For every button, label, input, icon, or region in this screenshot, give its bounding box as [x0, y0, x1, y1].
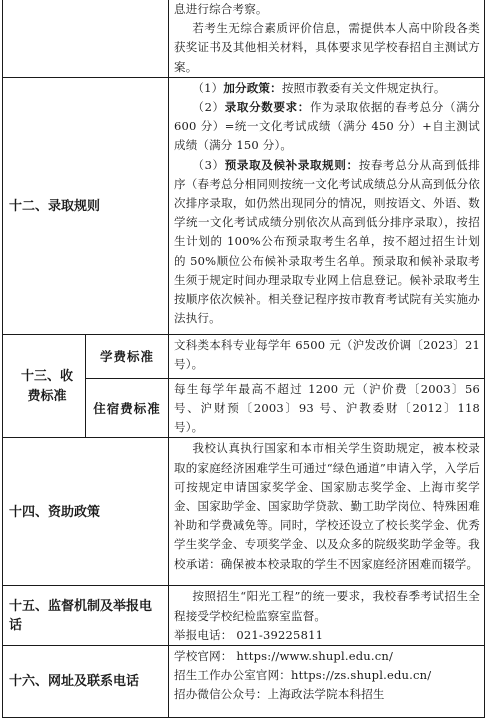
supervision-text: 按照招生“阳光工程”的统一要求，我校春季考试招生全程接受学校纪检监察室监督。: [174, 589, 480, 623]
financial-aid-content: 我校认真执行国家和本市相关学生资助规定，被本校录取的家庭经济困难学生可通过“绿色通道”申请入学，入学后可按规定申请国家奖学金、国家励志奖学金、上海市奖学金、国家助学金、国家助学贷款、勤工助学岗位、特殊困难补助和学费减免等。同时，学校还设立了校长奖学金、优秀学生奖学金、专项奖学金、以及众多的院级奖助学金等。我校承诺：确保被本校录取的学生不因家庭经济困难而辍学。: [169, 438, 485, 586]
report-phone: 举报电话： 021-39225811: [174, 627, 324, 642]
continuation-content: [169, 0, 485, 77]
row-supervision: [3, 586, 485, 646]
row-continuation: [3, 0, 485, 77]
score-requirement-text: 作为录取依据的春考总分（满分 600 分）=统一文化考试成绩（满分 450 分）+自主测试成绩（满分 150 分）。: [174, 100, 480, 153]
school-website: 学校官网： https://www.shupl.edu.cn/: [174, 649, 394, 664]
dorm-fee-content: 每生每学年最高不超过 1200 元（沪价费〔2003〕56 号、沪财预〔2003〕93 号、沪教委财〔2012〕118 号）。: [169, 378, 485, 438]
bonus-policy-paragraph: [174, 79, 480, 98]
bonus-policy-heading: 加分政策：: [223, 80, 282, 95]
tuition-label: 学费标准: [86, 334, 169, 378]
admission-rules-table: [2, 0, 485, 718]
wechat-account: 招办微信公众号：上海政法学院本科招生: [174, 687, 385, 702]
tuition-content: 文科类本科专业每学年 6500 元（沪发改价调〔2023〕21 号）。: [169, 334, 485, 378]
pre-admission-heading: 预录取及候补录取规则：: [224, 157, 359, 172]
item-number: （3）: [192, 157, 225, 172]
section-title-admission-rules: 十二、录取规则: [3, 77, 169, 334]
continuation-line-2: 若考生无综合素质评价信息，需提供本人高中阶段各类获奖证书及其他相关材料，具体要求见学校春招自主测试方案。: [174, 21, 480, 74]
row-financial-aid: [3, 438, 485, 586]
admission-rules-content: [169, 77, 485, 334]
admission-office-website: 招生工作办公室官网：https://zs.shupl.edu.cn/: [174, 668, 432, 683]
row-fee-tuition: [3, 334, 485, 378]
section-title-contact: 十六、网址及联系电话: [3, 646, 169, 718]
section-title-supervision: 十五、监督机制及举报电话: [3, 586, 169, 646]
section-title-fee-standard: 十三、收费标准: [3, 334, 86, 438]
score-requirement-heading: 录取分数要求：: [224, 100, 310, 115]
row-contact: [3, 646, 485, 718]
bonus-policy-text: 按照市教委有关文件规定执行。: [281, 80, 446, 95]
item-number: （1）: [192, 80, 224, 95]
section-title-financial-aid: 十四、资助政策: [3, 438, 169, 586]
continuation-label-cell: [3, 0, 169, 77]
row-admission-rules: [3, 77, 485, 334]
supervision-content: [169, 586, 485, 646]
contact-content: [169, 646, 485, 718]
pre-admission-text: 按春考总分从高到低排序（春考总分相同则按统一文化考试成绩总分从高到低分依次排序录取，如仍然出现同分的情况，则按语文、外语、数学统一文化考试成绩分别依次从高到低分排序录取），按招生计划的 100%公布预录取考生名单，按不超过招生计划的 50%顺位公布候补录取考生名单。预录取和候补录取考生须于规定时间办理录取专业网上信息登记。候补录取考生按顺序依次候补。相关登记程序按市教育考试院有关实施办法执行。: [174, 157, 481, 326]
item-number: （2）: [192, 100, 225, 115]
dorm-fee-label: 住宿费标准: [86, 378, 169, 438]
continuation-line-1: 息进行综合考察。: [174, 2, 268, 16]
score-requirement-paragraph: [174, 98, 480, 156]
pre-admission-paragraph: [174, 156, 480, 329]
